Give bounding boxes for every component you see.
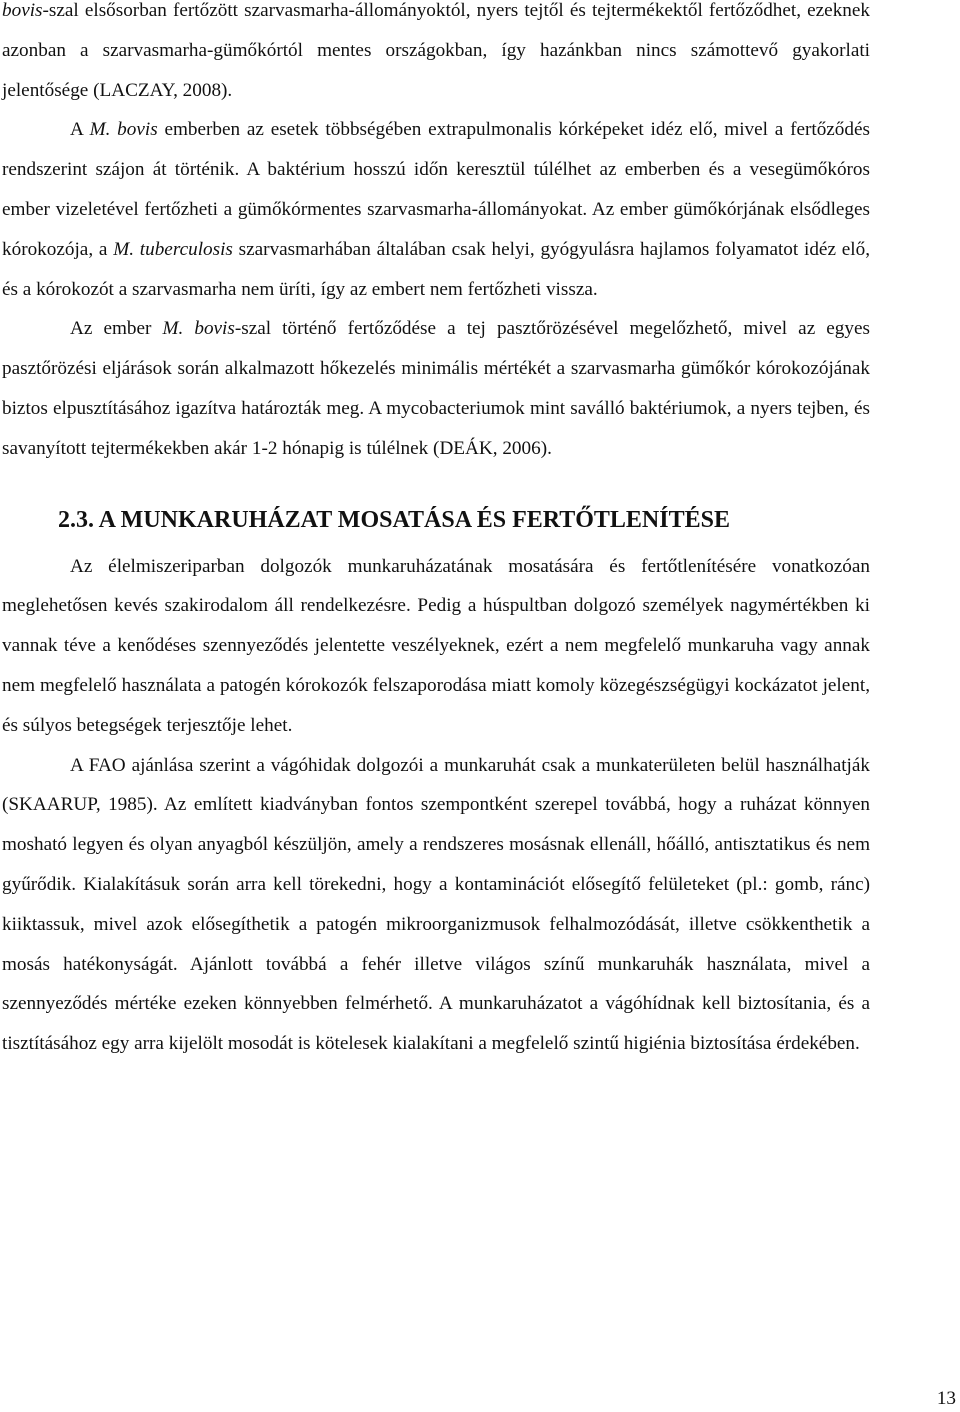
paragraph-text: -szal történő fertőződése a tej pasztőrözésével megelőzhető, mivel az egyes pasztőrözési eljárások során alkalmazott hőkezelés minimális mértékét a szarvasmarha gümőkór kórokozójának biztos elpusztításához igazítva határozták meg. A mycobacteriumok mint saválló baktériumok, a nyers tejben, és savanyított tejtermékekben akár 1-2 hónapig is túlélnek (DEÁK, 2006). <box>2 318 870 459</box>
body-paragraph <box>2 746 870 1064</box>
body-paragraph <box>2 110 870 309</box>
paragraph-text: A FAO ajánlása szerint a vágóhidak dolgozói a munkaruhát csak a munkaterületen belül használhatják (SKAARUP, 1985). Az említett kiadványban fontos szempontként szerepel továbbá, hogy a ruházat könnyen mosható legyen és olyan anyagból készüljön, amely a rendszeres mosásnak ellenáll, hőálló, antisztatikus és nem gyűrődik. Kialakításuk során arra kell törekedni, hogy a kontaminációt elősegítő felületeket (pl.: gomb, ránc) kiiktassuk, mivel azok elősegíthetik a patogén mikroorganizmusok felhalmozódását, illetve csökkenthetik a mosás hatékonyságát. Ajánlott továbbá a fehér illetve világos színű munkaruhák használata, mivel a szennyeződés mértéke ezeken könnyebben felmérhető. A munkaruházatot a vágóhídnak kell biztosítania, és a tisztításához egy arra kijelölt mosodát is kötelesek kialakítani a megfelelő szintű higiénia biztosítása érdekében. <box>2 754 870 1055</box>
section-heading: 2.3. A MUNKARUHÁZAT MOSATÁSA ÉS FERTŐTLENÍTÉSE <box>58 506 730 533</box>
italic-text: M. tuberculosis <box>113 238 233 260</box>
body-paragraph <box>2 0 870 110</box>
document-page <box>2 0 870 1064</box>
body-paragraph <box>2 547 870 746</box>
italic-text: bovis <box>2 0 43 21</box>
paragraph-text: Az élelmiszeriparban dolgozók munkaruházatának mosatására és fertőtlenítésére vonatkozóan meglehetősen kevés szakirodalom áll rendelkezésre. Pedig a húspultban dolgozó személyek nagymértékben ki vannak téve a kenődéses szennyeződés jelentette veszélyeknek, ezért a nem megfelelő munkaruha vagy annak nem megfelelő használata a patogén kórokozók felszaporodása miatt komoly közegészségügyi kockázatot jelent, és súlyos betegségek terjesztője lehet. <box>2 555 870 736</box>
italic-text: M. bovis <box>162 318 235 340</box>
paragraph-text: szarvasmarhában általában csak helyi, gyógyulásra hajlamos folyamatot idéz elő, és a kórokozót a szarvasmarha nem üríti, így az embert nem fertőzheti vissza. <box>2 238 870 300</box>
paragraph-text: emberben az esetek többségében extrapulmonalis kórképeket idéz elő, mivel a fertőződés rendszerint szájon át történik. A baktérium hosszú időn keresztül túlélhet az emberben és a vesegümőkóros ember vizeletével fertőzheti a gümőkórmentes szarvasmarha-állományokat. Az ember gümőkórjának elsődleges kórokozója, a <box>2 119 870 260</box>
page-number: 13 <box>936 1388 956 1409</box>
paragraph-text: A <box>70 119 90 141</box>
italic-text: M. bovis <box>89 119 158 141</box>
paragraph-text: -szal elsősorban fertőzött szarvasmarha-állományoktól, nyers tejtől és tejtermékektől fertőződhet, ezeknek azonban a szarvasmarha-gümőkórtól mentes országokban, így hazánkban nincs számottevő gyakorlati jelentősége (LACZAY, 2008). <box>2 0 870 101</box>
paragraph-text: Az ember <box>70 318 163 340</box>
body-paragraph <box>2 309 870 468</box>
